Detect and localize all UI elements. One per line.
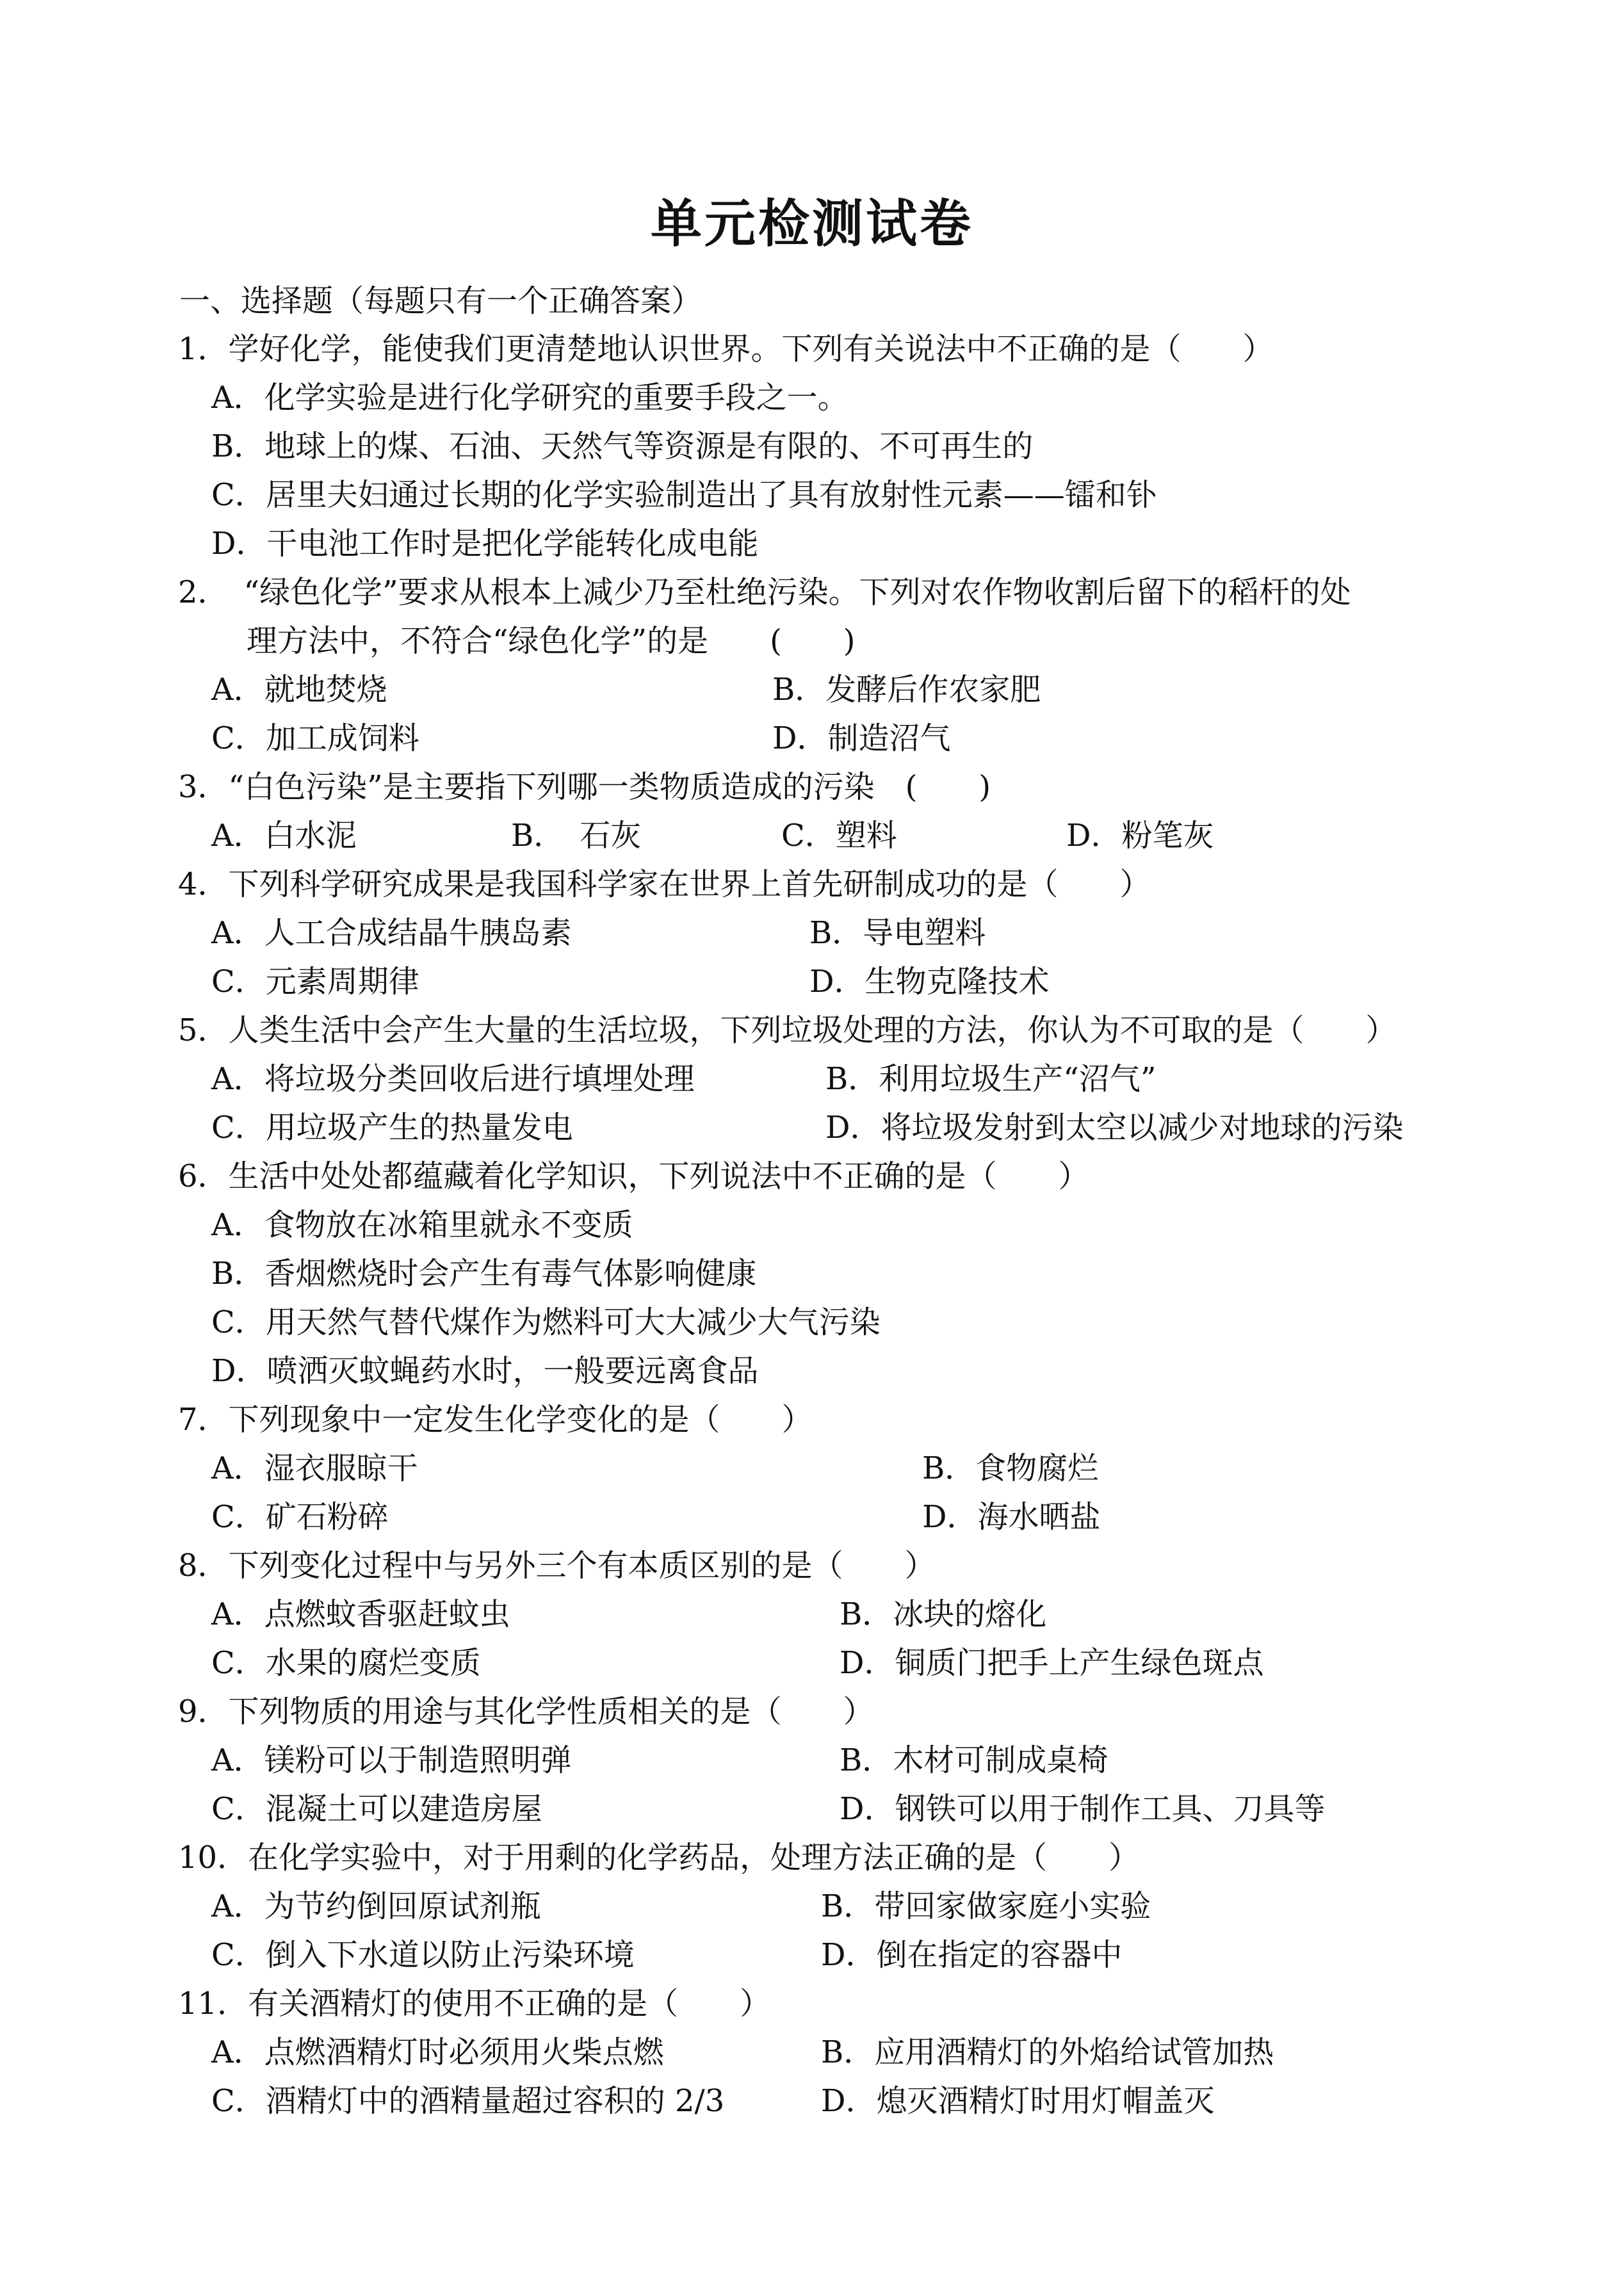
section-heading: 一、选择题（每题只有一个正确答案） — [179, 283, 702, 319]
option-a: A．镁粉可以于制造照明弹 — [211, 1742, 572, 1778]
option-c: C．倒入下水道以防止污染环境 — [211, 1937, 635, 1973]
question-stem: 10．在化学实验中，对于用剩的化学药品，处理方法正确的是（ ） — [178, 1840, 1140, 1876]
option-c: C．矿石粉碎 — [211, 1499, 389, 1535]
option-b: B．发酵后作农家肥 — [772, 672, 1041, 708]
option-a: A．点燃蚊香驱赶蚊虫 — [211, 1596, 510, 1632]
question-stem: 8．下列变化过程中与另外三个有本质区别的是（ ） — [178, 1548, 936, 1584]
option-a: A．化学实验是进行化学研究的重要手段之一。 — [211, 380, 849, 416]
page-title: 单元检测试卷 — [651, 194, 973, 254]
option-d: D．海水晒盐 — [922, 1499, 1101, 1535]
option-d: D．粉笔灰 — [1066, 818, 1214, 854]
option-a: A．白水泥 — [211, 818, 357, 854]
option-d: D．干电池工作时是把化学能转化成电能 — [211, 526, 759, 562]
option-c: C．加工成饲料 — [211, 720, 419, 756]
option-b: B．冰块的熔化 — [840, 1596, 1047, 1632]
option-d: D．喷洒灭蚊蝇药水时，一般要远离食品 — [211, 1353, 759, 1389]
option-d: D．钢铁可以用于制作工具、刀具等 — [840, 1791, 1326, 1827]
option-a: A．湿衣服晾干 — [211, 1450, 418, 1486]
option-b: B．应用酒精灯的外焰给试管加热 — [821, 2034, 1274, 2070]
option-d: D．制造沼气 — [772, 720, 951, 756]
question-stem: 7．下列现象中一定发生化学变化的是（ ） — [178, 1402, 813, 1438]
option-b: B．食物腐烂 — [922, 1450, 1099, 1486]
question-stem: 5．人类生活中会产生大量的生活垃圾，下列垃圾处理的方法，你认为不可取的是（ ） — [178, 1012, 1397, 1048]
question-stem: 4．下列科学研究成果是我国科学家在世界上首先研制成功的是（ ） — [178, 866, 1151, 902]
option-a: A．食物放在冰箱里就永不变质 — [211, 1207, 633, 1243]
option-a: A．将垃圾分类回收后进行填埋处理 — [211, 1061, 695, 1097]
option-a: A．就地焚烧 — [211, 672, 387, 708]
option-d: D．熄灭酒精灯时用灯帽盖灭 — [821, 2083, 1215, 2119]
option-b: B．利用垃圾生产“沼气” — [825, 1061, 1157, 1097]
question-stem: 3．“白色污染”是主要指下列哪一类物质造成的污染 ( ) — [178, 769, 991, 805]
option-a: A．为节约倒回原试剂瓶 — [211, 1888, 541, 1924]
option-c: C．元素周期律 — [211, 964, 419, 1000]
option-c: C．居里夫妇通过长期的化学实验制造出了具有放射性元素——镭和钋 — [211, 477, 1157, 513]
option-c: C．水果的腐烂变质 — [211, 1645, 481, 1681]
question-stem: 1．学好化学，能使我们更清楚地认识世界。下列有关说法中不正确的是（ ） — [178, 331, 1274, 367]
option-d: D．铜质门把手上产生绿色斑点 — [840, 1645, 1264, 1681]
question-stem: 11．有关酒精灯的使用不正确的是（ ） — [178, 1986, 771, 2022]
option-c: C．用天然气替代煤作为燃料可大大减少大气污染 — [211, 1304, 881, 1340]
option-b: B． 石灰 — [511, 818, 642, 854]
option-d: D．倒在指定的容器中 — [821, 1937, 1123, 1973]
question-stem: 9．下列物质的用途与其化学性质相关的是（ ） — [178, 1694, 874, 1730]
option-a: A．点燃酒精灯时必须用火柴点燃 — [211, 2034, 664, 2070]
question-stem: 2． “绿色化学”要求从根本上减少乃至杜绝污染。下列对农作物收割后留下的稻杆的处 — [178, 574, 1351, 610]
option-c: C．酒精灯中的酒精量超过容积的 2/3 — [211, 2083, 725, 2119]
option-b: B．带回家做家庭小实验 — [821, 1888, 1151, 1924]
option-d: D．将垃圾发射到太空以减少对地球的污染 — [825, 1110, 1404, 1146]
option-b: B．香烟燃烧时会产生有毒气体影响健康 — [211, 1256, 757, 1292]
option-c: C．混凝土可以建造房屋 — [211, 1791, 542, 1827]
option-b: B．木材可制成桌椅 — [840, 1742, 1108, 1778]
option-b: B．导电塑料 — [809, 915, 986, 951]
option-c: C．用垃圾产生的热量发电 — [211, 1110, 573, 1146]
question-stem-continued: 理方法中，不符合“绿色化学”的是 ( ) — [247, 623, 856, 659]
option-c: C．塑料 — [781, 818, 897, 854]
option-d: D．生物克隆技术 — [809, 964, 1050, 1000]
question-stem: 6．生活中处处都蕴藏着化学知识，下列说法中不正确的是（ ） — [178, 1158, 1089, 1194]
option-a: A．人工合成结晶牛胰岛素 — [211, 915, 572, 951]
option-b: B．地球上的煤、石油、天然气等资源是有限的、不可再生的 — [211, 428, 1034, 464]
